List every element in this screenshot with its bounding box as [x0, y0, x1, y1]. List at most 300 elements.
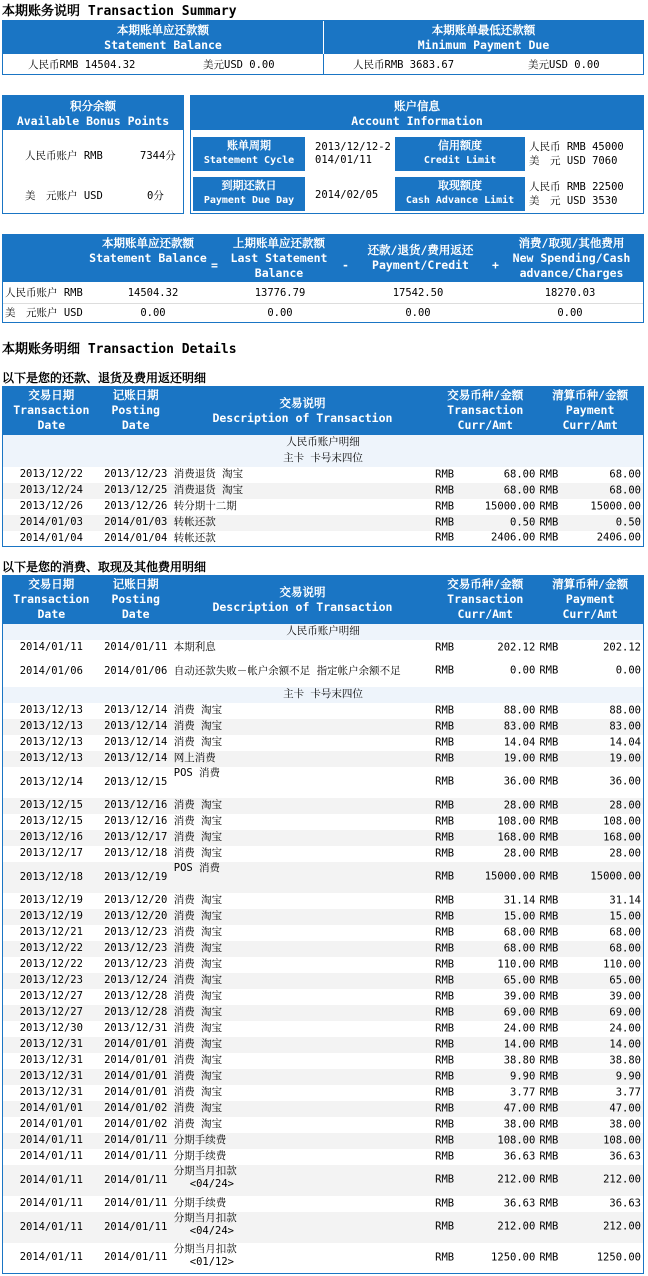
transaction-amount: 31.14: [503, 894, 536, 906]
transaction-row: [3, 909, 644, 925]
description: [172, 1053, 433, 1069]
transaction-row: [3, 1212, 644, 1243]
transaction-amount: 212.00: [497, 1173, 536, 1186]
payment-currency: RMB: [539, 516, 559, 528]
balance-box: [2, 234, 644, 323]
description: [172, 1243, 433, 1274]
rmb-detail-row: [3, 435, 644, 451]
transaction-amount: 36.00: [503, 775, 536, 788]
payment-amount-cell: [537, 1069, 643, 1085]
transaction-currency: RMB: [435, 752, 455, 764]
transaction-row: [3, 893, 644, 909]
transaction-date: 2013/12/13: [3, 719, 100, 735]
balance-col4-cn: 消费/取现/其他费用: [518, 236, 625, 250]
posting-date: 2014/01/03: [100, 515, 172, 531]
payment-currency: RMB: [539, 990, 559, 1002]
transaction-row: [3, 1053, 644, 1069]
transaction-row: [3, 1069, 644, 1085]
transaction-amount-cell: [433, 1069, 537, 1085]
balance-col2-header: [218, 236, 340, 281]
description: [172, 531, 433, 547]
transaction-row: [3, 1101, 644, 1117]
payment-amount-cell: [537, 515, 643, 531]
payment-currency: RMB: [539, 531, 559, 544]
payment-amount: 69.00: [609, 1006, 641, 1018]
balance-usd-v3: 0.00: [405, 307, 431, 319]
due-day-cn: 到期还款日: [221, 179, 277, 192]
payment-amount: 36.00: [609, 775, 641, 788]
cash-advance-rmb: 人民币 RMB 22500: [529, 181, 624, 193]
payment-amount-cell: [537, 640, 643, 656]
description: [172, 957, 433, 973]
transaction-amount: 28.00: [503, 799, 536, 811]
transaction-amount: 15.00: [503, 910, 536, 922]
description-text: 消费 淘宝: [173, 799, 223, 811]
transaction-currency: RMB: [435, 815, 455, 827]
transaction-amount-cell: [433, 957, 537, 973]
pdate-header: 记账日期 Posting Date: [100, 387, 172, 435]
transaction-date: 2014/01/11: [3, 1133, 100, 1149]
description-text: 消费 淘宝: [173, 1038, 223, 1050]
debit-table: [2, 575, 644, 1274]
transaction-date: 2013/12/21: [19, 926, 83, 938]
transaction-amount: 68.00: [503, 484, 536, 496]
payment-currency: RMB: [539, 1220, 559, 1233]
transaction-row: [3, 751, 644, 767]
transaction-date: 2013/12/15: [19, 815, 83, 827]
posting-date: 2013/12/28: [104, 990, 168, 1002]
description: [172, 798, 433, 814]
description-text: 转帐还款: [173, 531, 216, 544]
description: [172, 751, 433, 767]
transaction-currency: RMB: [435, 1038, 455, 1050]
description-text: 消费 淘宝: [173, 736, 223, 748]
statement-balance-cn: 本期账单应还款额: [117, 23, 209, 37]
statement-rmb: 人民币RMB 14504.32: [28, 59, 136, 71]
rmb-detail-label: 人民币账户明细: [3, 624, 644, 640]
posting-date: 2013/12/16: [100, 798, 172, 814]
payment-currency: RMB: [539, 1086, 559, 1098]
transaction-amount-cell: [433, 1196, 537, 1212]
payment-currency: RMB: [539, 958, 559, 970]
payment-currency: RMB: [539, 500, 559, 512]
payment-currency: RMB: [539, 752, 559, 764]
transaction-currency: RMB: [435, 704, 455, 716]
payment-currency: RMB: [539, 815, 559, 827]
description-text: 分期手续费: [173, 1134, 227, 1146]
transaction-date: 2013/12/24: [3, 483, 100, 499]
transaction-row: [3, 1133, 644, 1149]
payment-amount-cell: [537, 1165, 643, 1196]
transaction-amount-cell: [433, 893, 537, 909]
payment-currency: RMB: [539, 664, 559, 677]
transaction-amount-cell: [433, 1117, 537, 1133]
transaction-date: 2013/12/13: [19, 736, 83, 748]
transaction-amount-cell: [433, 830, 537, 846]
posting-date: 2014/01/11: [104, 641, 168, 653]
payment-amount: 38.00: [609, 1118, 641, 1130]
description: [172, 1005, 433, 1021]
payment-currency: RMB: [539, 1070, 559, 1082]
payment-amount-cell: [537, 703, 643, 719]
description-text: 消费 淘宝: [173, 1070, 223, 1082]
transaction-row: [3, 846, 644, 862]
transaction-date: 2013/12/27: [3, 1005, 100, 1021]
transaction-amount: 38.80: [503, 1054, 536, 1066]
due-day-value: 2014/02/05: [315, 189, 379, 201]
description: [172, 735, 433, 751]
minimum-payment-header: [324, 21, 643, 54]
transaction-date: 2014/01/01: [3, 1101, 100, 1117]
payment-currency: RMB: [539, 1038, 559, 1050]
balance-usd-v4: 0.00: [557, 307, 583, 319]
posting-date: 2014/01/11: [104, 1251, 168, 1264]
transaction-currency: RMB: [435, 1134, 455, 1146]
payment-amount-cell: [537, 1005, 643, 1021]
transaction-amount-cell: [433, 1133, 537, 1149]
transaction-date: 2014/01/01: [19, 1118, 83, 1130]
transaction-amount: 0.50: [510, 516, 536, 528]
transaction-amount: 88.00: [503, 704, 536, 716]
transaction-amount: 168.00: [497, 831, 536, 843]
description: [172, 846, 433, 862]
transaction-amount: 83.00: [503, 720, 536, 732]
payment-currency: RMB: [539, 942, 559, 954]
posting-date: 2014/01/02: [104, 1118, 168, 1130]
transaction-amount: 14.00: [503, 1038, 536, 1050]
description: [172, 1212, 433, 1243]
transaction-date: 2013/12/19: [19, 894, 83, 906]
transaction-currency: RMB: [435, 1118, 455, 1130]
transaction-currency: RMB: [435, 799, 455, 811]
description-text: 消费 淘宝: [173, 720, 223, 732]
main-card-row: [3, 687, 644, 703]
payment-currency: RMB: [539, 1197, 559, 1209]
statement-usd: 美元USD 0.00: [203, 59, 275, 71]
transaction-date: 2014/01/11: [3, 1165, 100, 1196]
installment-period: <01/12>: [189, 1255, 235, 1268]
transaction-row: [3, 640, 644, 656]
transaction-row: [3, 499, 644, 515]
payment-amount: 14.00: [609, 1038, 641, 1050]
account-info-cn: 账户信息: [394, 99, 440, 113]
payment-currency: RMB: [539, 641, 559, 653]
balance-col1-header: [88, 236, 208, 266]
description: [172, 515, 433, 531]
account-info-en: Account Information: [351, 113, 483, 128]
tamt-header: 交易币种/金额 Transaction Curr/Amt: [433, 576, 537, 624]
payment-amount: 28.00: [609, 799, 641, 811]
payment-currency: RMB: [539, 894, 559, 906]
transaction-row: [3, 925, 644, 941]
transaction-date: 2013/12/31: [3, 1069, 100, 1085]
payment-currency: RMB: [539, 1251, 559, 1264]
details-title: 本期账务明细 Transaction Details: [2, 342, 237, 357]
payment-amount: 31.14: [609, 894, 641, 906]
divider: [323, 54, 324, 74]
description-text: 分期当月扣款: [173, 1242, 237, 1255]
transaction-amount-cell: [433, 735, 537, 751]
payment-amount-cell: [537, 1021, 643, 1037]
transaction-row: [3, 767, 644, 798]
payment-amount: 36.63: [609, 1197, 641, 1209]
payment-amount: 38.80: [609, 1054, 641, 1066]
desc-header: 交易说明 Description of Transaction: [172, 387, 433, 435]
statement-cycle-cn: 账单周期: [227, 139, 271, 152]
transaction-amount: 68.00: [503, 942, 536, 954]
payment-amount-cell: [537, 1196, 643, 1212]
payment-amount: 15.00: [609, 910, 641, 922]
description-text: 消费 淘宝: [173, 974, 223, 986]
transaction-row: [3, 973, 644, 989]
posting-date: 2013/12/19: [100, 862, 172, 893]
description-text: 本期利息: [173, 641, 216, 653]
payment-amount-cell: [537, 531, 643, 547]
transaction-currency: RMB: [435, 831, 455, 843]
transaction-row: [3, 467, 644, 483]
transaction-amount-cell: [433, 719, 537, 735]
posting-date: 2013/12/15: [104, 775, 168, 788]
description-text: 消费 淘宝: [173, 958, 223, 970]
description: [172, 1149, 433, 1165]
transaction-row: [3, 1243, 644, 1274]
transaction-date: 2013/12/18: [3, 862, 100, 893]
payment-amount-cell: [537, 862, 643, 893]
transaction-currency: RMB: [435, 775, 455, 788]
description-text: 消费 淘宝: [173, 1022, 223, 1034]
description-text: POS 消费: [173, 861, 221, 874]
balance-col2-cn: 上期账单应还款额: [233, 236, 325, 250]
description: [172, 640, 433, 656]
tdate-header: 交易日期 Transaction Date: [3, 576, 100, 624]
posting-date: 2013/12/26: [104, 500, 168, 512]
transaction-currency: RMB: [435, 1197, 455, 1209]
balance-col4-header: [500, 236, 643, 281]
payment-currency: RMB: [539, 1054, 559, 1066]
transaction-currency: RMB: [435, 926, 455, 938]
payment-currency: RMB: [539, 1134, 559, 1146]
transaction-row: [3, 1037, 644, 1053]
transaction-currency: RMB: [435, 1022, 455, 1034]
description-text: 消费 淘宝: [173, 815, 223, 827]
rmb-detail-row: [3, 624, 644, 640]
transaction-row: [3, 1021, 644, 1037]
transaction-amount-cell: [433, 767, 537, 798]
payment-currency: RMB: [539, 847, 559, 859]
transaction-amount: 108.00: [497, 1134, 536, 1146]
balance-rmb-v2: 13776.79: [254, 287, 306, 299]
payment-amount: 202.12: [603, 641, 641, 653]
bonus-points-header: [3, 96, 183, 130]
posting-date: 2013/12/31: [104, 1022, 168, 1034]
transaction-amount-cell: [433, 973, 537, 989]
payment-amount: 108.00: [603, 815, 641, 827]
tamt-header: 交易币种/金额 Transaction Curr/Amt: [433, 387, 537, 435]
transaction-amount: 19.00: [503, 752, 536, 764]
payment-amount: 110.00: [603, 958, 641, 970]
pamt-header: 清算币种/金额 Payment Curr/Amt: [537, 576, 643, 624]
cash-advance-usd: 美 元 USD 3530: [529, 195, 618, 207]
transaction-amount-cell: [433, 656, 537, 687]
credit-limit-cn: 信用额度: [438, 139, 482, 152]
description: [172, 973, 433, 989]
plus-sign: +: [492, 258, 499, 272]
transaction-currency: RMB: [435, 516, 455, 528]
balance-col3-en: Payment/Credit: [372, 258, 469, 272]
due-day-label: [193, 177, 305, 211]
balance-col1-en: Statement Balance: [89, 251, 207, 265]
minimum-payment-cn: 本期账单最低还款额: [431, 23, 536, 37]
main-card-row: [3, 451, 644, 467]
posting-date: 2013/12/20: [100, 909, 172, 925]
transaction-currency: RMB: [435, 468, 455, 480]
payment-amount: 65.00: [609, 974, 641, 986]
description: [172, 1069, 433, 1085]
payment-amount-cell: [537, 1117, 643, 1133]
payment-amount-cell: [537, 1085, 643, 1101]
payment-currency: RMB: [539, 720, 559, 732]
payment-amount-cell: [537, 909, 643, 925]
transaction-amount-cell: [433, 989, 537, 1005]
balance-usd-v1: 0.00: [140, 307, 166, 319]
description: [172, 1037, 433, 1053]
transaction-amount-cell: [433, 846, 537, 862]
description-text: 消费 淘宝: [173, 1086, 223, 1098]
description-text: 消费 淘宝: [173, 1118, 223, 1130]
transaction-currency: RMB: [435, 870, 455, 883]
payment-amount-cell: [537, 656, 643, 687]
equals-sign: =: [211, 258, 218, 272]
payment-amount-cell: [537, 846, 643, 862]
payment-amount-cell: [537, 499, 643, 515]
description-text: 消费 淘宝: [173, 894, 223, 906]
transaction-amount-cell: [433, 1165, 537, 1196]
posting-date: 2013/12/18: [104, 847, 168, 859]
transaction-amount-cell: [433, 499, 537, 515]
posting-date: 2014/01/01: [100, 1037, 172, 1053]
posting-date: 2014/01/11: [104, 1150, 168, 1162]
credit-table: [2, 386, 644, 547]
payment-currency: RMB: [539, 870, 559, 883]
payment-currency: RMB: [539, 1118, 559, 1130]
posting-date: 2013/12/24: [100, 973, 172, 989]
transaction-currency: RMB: [435, 1086, 455, 1098]
payment-amount-cell: [537, 973, 643, 989]
transaction-date: 2014/01/11: [19, 1150, 83, 1162]
description: [172, 767, 433, 798]
transaction-row: [3, 989, 644, 1005]
posting-date: 2014/01/11: [100, 1133, 172, 1149]
transaction-amount-cell: [433, 1053, 537, 1069]
transaction-amount-cell: [433, 1212, 537, 1243]
transaction-amount-cell: [433, 1101, 537, 1117]
payment-currency: RMB: [539, 1150, 559, 1162]
description-text: 消费 淘宝: [173, 942, 223, 954]
description: [172, 1165, 433, 1196]
transaction-amount-cell: [433, 909, 537, 925]
description: [172, 1196, 433, 1212]
transaction-amount-cell: [433, 1021, 537, 1037]
posting-date: 2014/01/01: [100, 1069, 172, 1085]
transaction-date: 2014/01/06: [19, 664, 83, 677]
payment-currency: RMB: [539, 484, 559, 496]
payment-amount: 68.00: [609, 468, 641, 480]
description-text: 消费 淘宝: [173, 1006, 223, 1018]
transaction-row: [3, 1085, 644, 1101]
transaction-amount-cell: [433, 1085, 537, 1101]
credit-section-title: 以下是您的还款、退货及费用返还明细: [2, 371, 207, 385]
transaction-date: 2014/01/04: [19, 531, 83, 544]
transaction-currency: RMB: [435, 1070, 455, 1082]
payment-amount: 3.77: [615, 1086, 641, 1098]
rmb-detail-label: 人民币账户明细: [3, 435, 644, 451]
points-usd-value: 0分: [147, 190, 164, 202]
statement-cycle-en: Statement Cycle: [203, 154, 295, 166]
posting-date: 2013/12/23: [104, 958, 168, 970]
transaction-amount: 38.00: [503, 1118, 536, 1130]
transaction-amount: 0.00: [510, 664, 536, 677]
payment-amount: 212.00: [603, 1173, 641, 1186]
minimum-usd: 美元USD 0.00: [528, 59, 600, 71]
description: [172, 862, 433, 893]
main-card-label: 主卡 卡号末四位: [3, 687, 644, 703]
transaction-currency: RMB: [435, 720, 455, 732]
transaction-amount: 39.00: [503, 990, 536, 1002]
payment-amount: 9.90: [615, 1070, 641, 1082]
payment-currency: RMB: [539, 799, 559, 811]
posting-date: 2013/12/14: [104, 736, 168, 748]
payment-amount-cell: [537, 767, 643, 798]
payment-amount: 0.50: [615, 516, 641, 528]
transaction-date: 2013/12/13: [3, 751, 100, 767]
payment-amount: 68.00: [609, 484, 641, 496]
payment-currency: RMB: [539, 1006, 559, 1018]
transaction-currency: RMB: [435, 958, 455, 970]
description: [172, 814, 433, 830]
minimum-payment-en: Minimum Payment Due: [417, 37, 550, 52]
transaction-row: [3, 814, 644, 830]
payment-amount: 19.00: [609, 752, 641, 764]
payment-amount: 36.63: [609, 1150, 641, 1162]
balance-col3-cn: 还款/退货/费用返还: [367, 243, 474, 257]
description-text: 消费退货 淘宝: [173, 468, 244, 480]
transaction-row: [3, 531, 644, 547]
transaction-row: [3, 798, 644, 814]
payment-amount: 0.00: [615, 664, 641, 677]
description-text: 消费 淘宝: [173, 831, 223, 843]
posting-date: 2014/01/02: [100, 1101, 172, 1117]
payment-amount: 68.00: [609, 926, 641, 938]
payment-amount-cell: [537, 957, 643, 973]
payment-amount-cell: [537, 467, 643, 483]
posting-date: 2013/12/23: [104, 468, 168, 480]
points-usd-label: 美 元账户 USD: [25, 190, 103, 202]
debit-header-row: [3, 576, 644, 624]
transaction-date: 2013/12/14: [19, 775, 83, 788]
minus-sign: -: [342, 258, 349, 272]
pamt-header: 清算币种/金额 Payment Curr/Amt: [537, 387, 643, 435]
description-text: 分期当月扣款: [173, 1164, 237, 1177]
payment-amount-cell: [537, 1243, 643, 1274]
payment-currency: RMB: [539, 468, 559, 480]
payment-amount-cell: [537, 1101, 643, 1117]
transaction-date: 2013/12/22: [3, 941, 100, 957]
transaction-amount-cell: [433, 751, 537, 767]
transaction-amount: 15000.00: [484, 870, 536, 883]
description: [172, 830, 433, 846]
payment-currency: RMB: [539, 910, 559, 922]
bonus-points-cn: 积分余额: [70, 99, 116, 113]
